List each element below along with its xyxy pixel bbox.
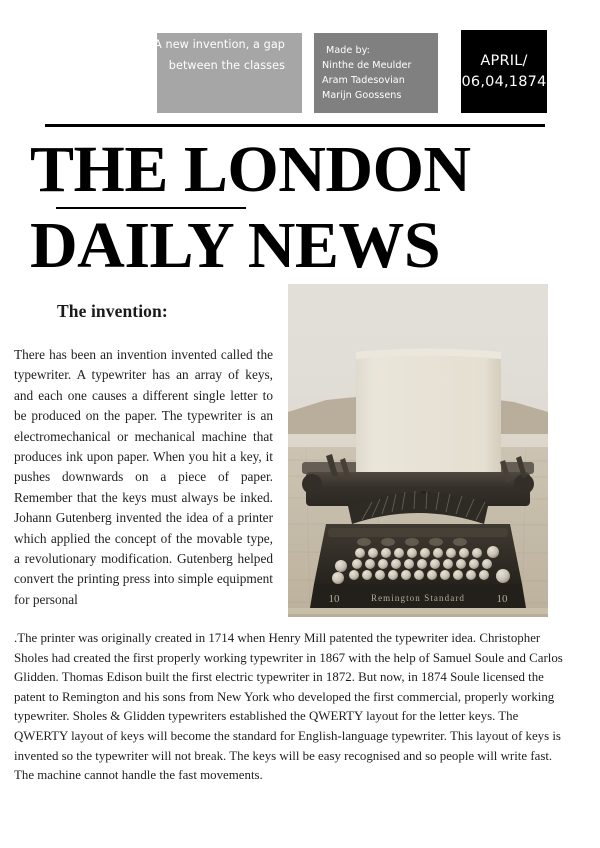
date-box — [461, 30, 547, 113]
header-boxes-strip — [0, 33, 600, 113]
typewriter-model-right: 10 — [496, 593, 508, 605]
credit-author-3: Marijn Goossens — [322, 90, 402, 101]
article-column — [14, 345, 273, 610]
tagline-box — [154, 33, 302, 113]
credit-author-2: Aram Tadesovian — [322, 75, 405, 86]
vintage-typewriter-photo — [288, 284, 548, 617]
credits-label: Made by: — [326, 45, 370, 56]
tagline-text: A new invention, a gap between the classes — [154, 38, 285, 72]
article-column-text: There has been an invention invented called the typewriter. A typewriter has an array of keys, and each one causes a different single letter to be produced on the paper. The typewriter is an electromechanical or mechanical machine that produces ink upon paper. When you hit a key, it pushes downwards on a piece of paper. Remember that the keys must always be inked. Johann Gutenberg invented the idea of a printer which applied the concept of the movable type, a revolutionary modification. Gutenberg helped convert the printing press into simple equipment for personal — [14, 347, 273, 607]
typewriter-brand-plate: Remington Standard — [370, 593, 466, 603]
date-numeric: 06,04,1874 — [461, 73, 547, 90]
bottom-article-text: .The printer was originally created in 1714 when Henry Mill patented the typewriter idea. Christopher Sholes had created the first properly working typewriter in 1867 with the help of Samuel Soule and Carlos Glidden. Thomas Edison built the first electric typewriter in 1872. But now, in 1874 Soule licensed the patent to Remington and his sons from New York who developed the first commercial, properly working typewriter. Sholes & Glidden typewriters established the QWERTY layout for the letter keys. The QWERTY layout of keys will become the standard for English-language typewriter. This layout of keys is invented so the typewriter will not break. The keys will be easy recognised and so people will write fast. The machine cannot handle the fast movements. — [14, 631, 563, 783]
credits-box — [314, 33, 438, 113]
masthead-top-rule — [45, 124, 545, 127]
bottom-article-paragraph — [14, 629, 572, 786]
typewriter-model-left: 10 — [328, 593, 340, 605]
masthead-middle-rule — [56, 207, 246, 209]
masthead-line-1: THE LONDON — [30, 133, 471, 206]
date-month: APRIL/ — [480, 52, 528, 69]
credit-author-1: Ninthe de Meulder — [322, 60, 412, 71]
typewriter-illustration — [288, 284, 548, 617]
masthead-line-2: DAILY NEWS — [30, 209, 441, 282]
page-title: The invention: — [57, 301, 168, 321]
